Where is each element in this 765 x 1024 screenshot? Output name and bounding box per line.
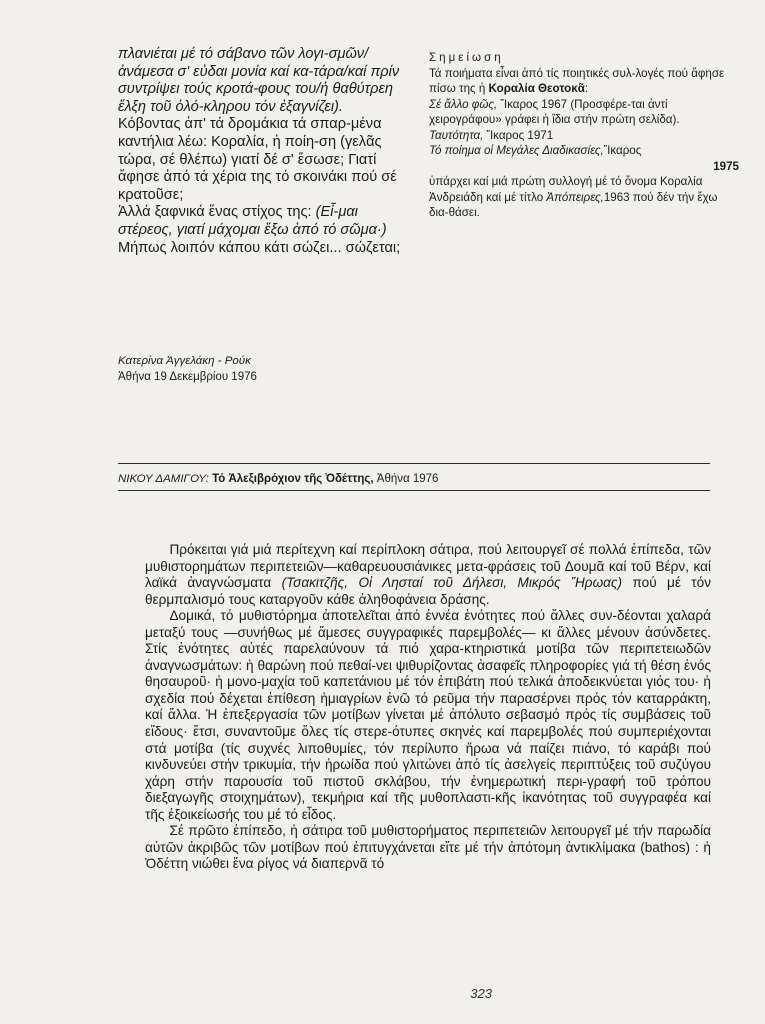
body-paragraph-1-a: Πρόκειται γιά μιά περίτεχνη καί περίπλοκη σάτιρα, πού λειτουργεῖ σέ πολλά ἐπίπεδα, τῶν μυθιστορημάτων περιπετειῶν—καθαρευουσιάνικες μετα-φράσεις τοῦ Δουμᾶ καί τοῦ Βέρν, καί λαϊκά ἀναγνώσματα [145,542,711,591]
note-item-3 [429,143,739,159]
review-title: Τό Ἀλεξιβρόχιον τῆς Ὀδέττης, [212,473,374,485]
note-closing-start: ὑπάρχει καί μιά πρώτη συλλογή μέ τό ὄνομα Κοραλία Ἀνδρειάδη καί μέ τίτλο [429,175,703,204]
body-paragraph-1-b: πού μέ τόν θερμπαλισμό τους καταργοῦν κάθε ἀληθοφάνεια δράσης. [145,575,712,607]
body-paragraph-1 [145,542,711,608]
note-item-3-rest: Ἴκαρος [603,144,642,157]
review-top-rule [118,463,710,464]
note-item-1 [429,97,739,128]
note-closing-title: Ἀπόπειρες, [546,190,604,204]
note-item-2-rest: Ἴκαρος 1971 [486,128,554,142]
note-poet-name: Κοραλία Θεοτοκᾶ [488,82,585,95]
poem-italic-excerpt: πλανιέται μέ τό σάβανο τῶν λογι-σμῶν/ἀνάμεσα σ' εὐδαι μονία καί κα-τάρα/καί πρίν συντρίψει τούς κροτά-φους του/ἡ θαθύτρεη ἔλξη τοῦ ὁλό-κληρου τόν ἐξαγνίζει). [118,46,400,115]
note-closing [429,174,739,221]
note-item-1-title: Σέ ἄλλο φῶς, [429,97,498,111]
review-bottom-rule [118,490,710,491]
body-paragraph-2: Δομικά, τό μυθιστόρημα ἀποτελεῖται ἀπό ἐννέα ἑνότητες πού ἄλλες συν-δέονται χαλαρά μεταξύ τους —συνήθως μέ ἄμεσες συγγραφικές παρεμβολές— κι ἄλλες μένουν ἀσύνδετες. Στίς ἑνότητες αὐτές παρελαύνουν τά πιό χαρα-κτηριστικά μοτίβα τῶν περιπετειωδῶν ἀναγνωσμάτων: ἡ θαρώνη πού πεθαί-νει ψιθυρίζοντας ἀσαφεῖς πληροφορίες γιά τή θέση ἑνός θησαυροῦ· ἡ μονο-μαχία τοῦ καπετάνιου μέ τόν ἐπιβάτη πού τελικά ἀποδεικνύεται γιός του· ἡ σχεδία πού δέχεται ἐπίθεση ἡμιαγρίων ἐνῶ τό ρεῦμα τήν παρασέρνει πρός τόν καταρράκτη, καί ἄλλα. Ἡ ἐπεξεργασία τῶν μοτίβων γίνεται μέ ἀπόλυτο σεβασμό πρός τίς συμβάσεις τοῦ εἴδους· ἔτσι, συναντοῦμε ὅλες τίς στερε-ότυπες σκηνές καί παρεμβολές πού συμπεριέχονται στά μοτίβα (τίς συχνές λιποθυμίες, τόν περίλυπο ἥρωα νά παίζει πιάνο, τό καράβι πού κινδυνεύει στήν τρικυμία, τήν ἡρωίδα πού γλιτώνει ἀπό τίς ἀσελγείς περιπτύξεις τοῦ συζύγου χάρη στήν παρουσία τοῦ πιστοῦ σκλάβου, τήν ἐνημερωτική περι-γραφή τοῦ τρόπου διεξαγωγῆς στοιχημάτων), τεκμήρια καί τῆς μυθοπλαστι-κῆς ἱκανότητας τοῦ συγγραφέα καί τῆς ἐξοικείωσής του μέ τό εἶδος. [145,608,711,822]
note-closing-end: 1963 πού δέν τήν ἔχω δια-θάσει. [429,190,718,219]
note-text-start: Τά ποιήματα εἶναι ἀπό τίς ποιητικές συλ-λογές πού ἄφησε πίσω της ἡ [429,66,725,95]
note-item-3-title: Τό ποίημα οἱ Μεγάλες Διαδικασίες, [429,144,604,157]
note-item-1-rest: Ἴκαρος 1967 (Προσφέρε-ται ἀντί χειρογράφου» γράφει ἡ ἴδια στήν πρώτη σελίδα). [429,97,680,126]
page-number: 323 [470,986,492,1001]
signature-block [118,354,438,385]
note-heading: Σημείωση [429,51,504,64]
note-item-2-title: Ταυτότητα, [429,128,484,142]
note-text-end: : [584,82,589,95]
review-place-year: Ἀθήνα 1976 [376,473,439,485]
poem-paragraph-3: Μήπως λοιπόν κάπου κάτι σώζει... σώζεται; [118,239,401,256]
review-header [118,471,718,487]
note-column [429,50,739,221]
signature-author: Κατερίνα Ἀγγελάκη - Ρούκ [118,355,251,367]
poem-quote-italic: (Εἶ-μαι στέρεος, γιατί μάχομαι ἔξω ἀπό τό σῶμα·) [118,204,387,238]
poem-paragraph-2-start: Ἀλλά ξαφνικά ἕνας στίχος της: [118,204,312,221]
note-item-3-year: 1975 [713,159,739,173]
signature-place-date: Ἀθήνα 19 Δεκεμβρίου 1976 [118,370,257,383]
poem-paragraph-1: Κόβοντας ἀπ' τά δρομάκια τά σπαρ-μένα καντήλια λέω: Κοραλία, ἡ ποίη-ση (γελᾶς τώρα, σέ θλέπω) γιατί δέ σ' ἔσωσε; Γιατί ἄφησε ἀπό τά χέρια της τό σκοινάκι πού σέ κρατοῦσε; [118,116,397,203]
review-body [145,542,711,873]
review-author: ΝΙΚΟΥ ΔΑΜΙΓΟΥ: [118,473,209,485]
note-text [429,66,739,97]
note-item-2 [429,128,739,144]
body-paragraph-3: Σέ πρῶτο ἐπίπεδο, ἡ σάτιρα τοῦ μυθιστορήματος περιπετειῶν λειτουργεῖ μέ τήν παρωδία αὐτῶν ἀκριβῶς τῶν μοτίβων πού ἐπιτυγχάνεται εἴτε μέ τήν ἀπότομη ἀντικλίμακα (bathos) : ἡ Ὀδέττη νιώθει ἕνα ρίγος νά διαπερνᾶ τό [145,823,711,872]
poem-paragraph-2 [118,204,410,239]
poem-column [118,46,410,257]
body-paragraph-1-italic: (Τσακιτζῆς, Οἱ Λησταί τοῦ Δήλεσι, Μικρός Ἥρωας) [281,575,623,591]
